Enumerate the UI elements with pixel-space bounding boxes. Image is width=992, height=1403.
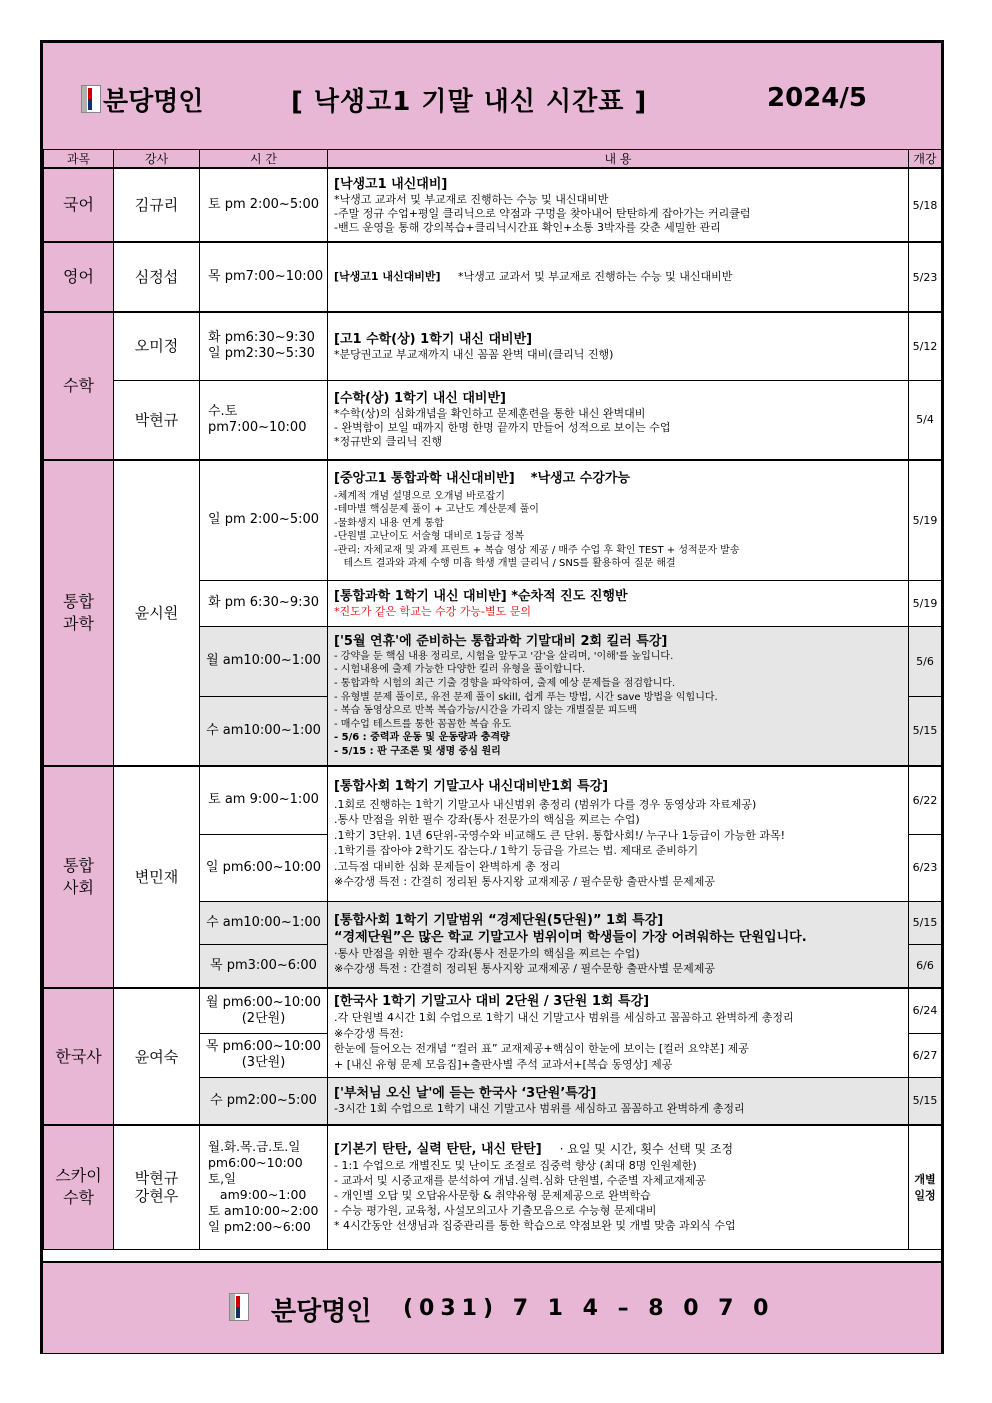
- time-cell: [200, 1033, 328, 1077]
- col-time: 시 간: [200, 150, 328, 169]
- timetable: [43, 149, 942, 1250]
- content-line: -단원별 고난이도 서술형 대비로 1등급 정복: [334, 531, 525, 543]
- content-cell: [328, 626, 909, 766]
- content-line: *진도가 같은 학교는 수강 가능-별도 문의: [334, 604, 531, 618]
- bundang-myeongin-logo-icon: [81, 85, 101, 113]
- page-title: [ 낙생고1 기말 내신 시간표 ]: [291, 87, 648, 117]
- time-cell: 일 pm6:00~10:00: [200, 834, 328, 901]
- time-line: (3단원): [241, 1055, 286, 1070]
- subject-cell: 통합 과학: [44, 460, 114, 766]
- content-line: - 강약을 둔 핵심 내용 정리로, 시험을 앞두고 '감'을 살리며, '이해'를 높입니다.: [334, 650, 674, 662]
- subject-cell: 한국사: [44, 988, 114, 1125]
- time-line: 월 pm6:00~10:00: [205, 994, 322, 1010]
- time-cell: 토 am 9:00~1:00: [200, 766, 328, 834]
- course-title-line: [334, 1141, 902, 1158]
- table-header-row: [44, 150, 942, 169]
- content-line: *정규반외 클리닉 진행: [334, 435, 443, 449]
- content-line: - 매수업 테스트를 통한 꼼꼼한 복습 유도: [334, 718, 512, 730]
- content-line: - 개인별 오답 및 오답유사문항 & 취약유형 문제제공으로 완벽학습: [334, 1189, 651, 1203]
- time-cell: 월 am10:00~1:00: [200, 626, 328, 696]
- subject-cell: 영어: [44, 242, 114, 312]
- open-date: 6/23: [909, 834, 942, 901]
- course-title: [낙생고1 내신대비반]: [334, 270, 441, 283]
- content-line: -체계적 개념 설명으로 오개념 바로잡기: [334, 490, 505, 502]
- content-line: .각 단원별 4시간 1회 수업으로 1학기 내신 기말고사 범위를 세심하고 꼼꼼하고 완벽하게 총정리: [334, 1011, 794, 1025]
- time-line: 토 am10:00~2:00: [208, 1203, 319, 1219]
- time-cell: 토 pm 2:00~5:00: [200, 168, 328, 242]
- time-line: pm6:00~10:00: [208, 1155, 303, 1171]
- course-title-line: [334, 588, 902, 605]
- open-date: 5/23: [909, 242, 942, 312]
- course-title-line: [334, 470, 902, 487]
- time-line: 일 pm2:30~5:30: [208, 346, 315, 362]
- open-date: 5/4: [909, 380, 942, 460]
- content-line: * 4시간동안 선생님과 집중관리를 통한 학습으로 약점보완 및 개별 맞춤 과외식 수업: [334, 1219, 736, 1233]
- teacher-cell: 변민재: [114, 766, 200, 988]
- time-line: 수.토: [208, 403, 238, 419]
- table-row: [44, 312, 942, 380]
- content-line: - 1:1 수업으로 개별진도 및 난이도 조절로 집중력 향상 (최대 8명 인원제한): [334, 1159, 697, 1173]
- footer-phone: (031) 7 1 4 – 8 0 7 0: [403, 1296, 775, 1321]
- time-cell: 목 pm7:00~10:00: [200, 242, 328, 312]
- time-line: (2단원): [241, 1010, 286, 1026]
- time-line: pm7:00~10:00: [208, 419, 307, 435]
- time-cell: [200, 380, 328, 460]
- teacher-cell: 박현규 강현우: [114, 1125, 200, 1249]
- content-line: .통사 만점을 위한 필수 강좌(통사 전문가의 핵심을 찌르는 수업): [334, 813, 640, 827]
- course-note: *낙생고 수강가능: [530, 470, 630, 486]
- content-line: ※수강생 특전 : 간결히 정리된 통사지왕 교재제공 / 필수문항 출판사별 문제제공: [334, 962, 715, 976]
- course-title: [낙생고1 내신대비]: [334, 176, 448, 192]
- page-date: 2024/5: [767, 83, 867, 113]
- time-cell: 목 pm3:00~6:00: [200, 944, 328, 988]
- course-title: [고1 수학(상) 1학기 내신 대비반]: [334, 331, 533, 347]
- page-header: [43, 43, 941, 151]
- open-date: 5/12: [909, 312, 942, 380]
- content-line: - 시험내용에 출제 가능한 다양한 킬러 유형을 풀이합니다.: [334, 664, 586, 676]
- table-row: [44, 1125, 942, 1249]
- open-date: 5/15: [909, 696, 942, 766]
- time-line: 화 pm6:30~9:30: [208, 330, 315, 346]
- content-cell: [328, 901, 909, 988]
- content-line: *낙생고 교과서 및 부교재로 진행하는 수능 및 내신대비반: [458, 270, 733, 283]
- content-cell: [328, 580, 909, 626]
- col-teacher: 강사: [114, 150, 200, 169]
- content-line: - 통합과학 시험의 최근 기출 경향을 파악하여, 출제 예상 문제들을 점검합니다.: [334, 678, 676, 690]
- content-line: -테마별 핵심문제 풀이 + 고난도 계산문제 풀이: [334, 504, 539, 516]
- course-title: [기본기 탄탄, 실력 탄탄, 내신 탄탄]: [334, 1142, 542, 1158]
- teacher-cell: 심정섭: [114, 242, 200, 312]
- content-line: - 완벽함이 보일 때까지 한명 한명 끝까지 만들어 성적으로 보이는 수업: [334, 421, 671, 435]
- open-date: 6/6: [909, 944, 942, 988]
- content-line: - 유형별 문제 풀이로, 유전 문제 풀이 skill, 쉽게 푸는 방법, 시간 save 방법을 익힙니다.: [334, 691, 718, 703]
- content-cell: [328, 242, 909, 312]
- time-cell: 수 pm2:00~5:00: [200, 1077, 328, 1125]
- content-line: ※수강생 특전 : 간결히 정리된 통사지왕 교재제공 / 필수문항 출판사별 문제제공: [334, 875, 715, 889]
- content-line: - 5/15 : 판 구조론 및 생명 중심 원리: [334, 746, 501, 758]
- table-row: [44, 460, 942, 580]
- time-cell: 수 am10:00~1:00: [200, 696, 328, 766]
- course-title: [통합사회 1학기 기말고사 내신대비반1회 특강]: [334, 778, 609, 794]
- content-line: + [내신 유형 문제 모음집]+출판사별 주석 교과서+[복습 동영상] 제공: [334, 1057, 673, 1071]
- open-date: 6/22: [909, 766, 942, 834]
- content-line: 테스트 결과와 과제 수행 미흡 학생 개별 클리닉 / SNS를 활용하여 질문 해결: [334, 558, 676, 570]
- subject-cell: 통합 사회: [44, 766, 114, 988]
- teacher-cell: 박현규: [114, 380, 200, 460]
- content-cell: [328, 460, 909, 580]
- teacher-cell: 김규리: [114, 168, 200, 242]
- subject-cell: 스카이 수학: [44, 1125, 114, 1249]
- footer-logo: [229, 1293, 249, 1321]
- content-cell: [328, 766, 909, 901]
- page-footer: [43, 1261, 941, 1353]
- content-highlight: “경제단원”은 많은 학교 기말고사 범위이며 학생들이 가장 어려워하는 단원입니다.: [334, 930, 807, 946]
- col-subject: 과목: [44, 150, 114, 169]
- content-line: -밴드 운영을 통해 강의복습+클리닉시간표 확인+소통 3박자를 갖춘 세밀한 관리: [334, 220, 721, 234]
- open-date: 5/19: [909, 580, 942, 626]
- course-title: [통합과학 1학기 내신 대비반]: [334, 588, 507, 604]
- header-logo: [81, 85, 101, 113]
- time-line: 일 pm2:00~6:00: [208, 1219, 311, 1235]
- course-title: [수학(상) 1학기 내신 대비반]: [334, 391, 506, 407]
- course-title: ['부처님 오신 날'에 듣는 한국사 ‘3단원’특강]: [334, 1086, 597, 1102]
- content-line: ·통사 만점을 위한 필수 강좌(통사 전문가의 핵심을 찌르는 수업): [334, 947, 640, 961]
- content-line: ※수강생 특전:: [334, 1026, 404, 1040]
- content-line: *낙생고 교과서 및 부교재로 진행하는 수능 및 내신대비반: [334, 192, 609, 206]
- timetable-frame: [40, 40, 944, 1354]
- content-line: 한눈에 들어오는 전개념 “컬러 표” 교재제공+핵심이 한눈에 보이는 [컬러 요약본] 제공: [334, 1042, 749, 1056]
- brand-name: 분당명인: [103, 87, 204, 117]
- content-line: -물화생지 내용 연계 통합: [334, 517, 444, 529]
- open-date: 6/27: [909, 1033, 942, 1077]
- content-cell: [328, 988, 909, 1077]
- teacher-cell: 윤시원: [114, 460, 200, 766]
- course-title: [중앙고1 통합과학 내신대비반]: [334, 470, 515, 486]
- open-date: 5/19: [909, 460, 942, 580]
- course-note: · 요일 및 시간, 횟수 선택 및 조정: [559, 1142, 734, 1157]
- table-row: [44, 766, 942, 834]
- table-row: [44, 242, 942, 312]
- footer-brand: 분당명인: [271, 1297, 372, 1327]
- table-row: [44, 988, 942, 1033]
- time-line: 월.화.목.금.토.일: [208, 1139, 301, 1155]
- content-line: -주말 정규 수업+평일 클리닉으로 약점과 구멍을 찾아내어 탄탄하게 잡아가는 커리큘럼: [334, 206, 751, 220]
- content-cell: [328, 1077, 909, 1125]
- content-line: - 교과서 및 시중교재를 분석하여 개념.실력.심화 단원별, 수준별 자체교재제공: [334, 1174, 706, 1188]
- content-line: .고득점 대비한 심화 문제들이 완벽하게 총 정리: [334, 859, 561, 873]
- time-line: 목 pm6:00~10:00: [205, 1039, 322, 1054]
- table-row: [44, 168, 942, 242]
- course-title: ['5월 연휴'에 준비하는 통합과학 기말대비 2회 킬러 특강]: [334, 633, 668, 649]
- subject-cell: 국어: [44, 168, 114, 242]
- subject-cell: 수학: [44, 312, 114, 460]
- content-line: -관리: 자체교재 및 과제 프린트 + 복습 영상 제공 / 매주 수업 후 확인 TEST + 성적문자 발송: [334, 544, 740, 556]
- teacher-cell: 오미정: [114, 312, 200, 380]
- time-cell: 화 pm 6:30~9:30: [200, 580, 328, 626]
- content-cell: [328, 168, 909, 242]
- teacher-cell: 윤여숙: [114, 988, 200, 1125]
- course-title: [통합사회 1학기 기말범위 “경제단원(5단원)” 1회 특강]: [334, 913, 664, 929]
- bundang-myeongin-logo-icon: [229, 1293, 249, 1321]
- open-date: 개별 일정: [909, 1125, 942, 1249]
- col-content: 내 용: [328, 150, 909, 169]
- time-cell: [200, 988, 328, 1033]
- open-date: 5/18: [909, 168, 942, 242]
- content-line: - 복습 동영상으로 반복 복습가능/시간을 가리지 않는 개별질문 피드백: [334, 705, 637, 717]
- time-line: am9:00~1:00: [208, 1187, 307, 1203]
- open-date: 5/15: [909, 901, 942, 944]
- open-date: 6/24: [909, 988, 942, 1033]
- time-cell: [200, 1125, 328, 1249]
- content-line: - 수능 평가원, 교육청, 사설모의고사 기출모음으로 수능형 문제대비: [334, 1204, 657, 1218]
- open-date: 5/15: [909, 1077, 942, 1125]
- open-date: 5/6: [909, 626, 942, 696]
- content-line: *분당권고교 부교재까지 내신 꼼꼼 완벽 대비(클리닉 진행): [334, 347, 614, 361]
- content-line: .1회로 진행하는 1학기 기말고사 내신범위 총정리 (범위가 다를 경우 동영상과 자료제공): [334, 797, 757, 811]
- content-line: *수학(상)의 심화개념을 확인하고 문제훈련을 통한 내신 완벽대비: [334, 407, 646, 421]
- content-cell: [328, 380, 909, 460]
- course-note: *순차적 진도 진행반: [511, 588, 628, 604]
- content-line: .1학기 3단위. 1년 6단위-국영수와 비교해도 큰 단위. 통합사회!/ 누구나 1등급이 가능한 과목!: [334, 828, 786, 842]
- table-row: [44, 380, 942, 460]
- time-line: 토,일: [208, 1171, 237, 1187]
- content-cell: [328, 312, 909, 380]
- time-cell: 수 am10:00~1:00: [200, 901, 328, 944]
- content-line: -3시간 1회 수업으로 1학기 내신 기말고사 범위를 세심하고 꼼꼼하고 완벽하게 총정리: [334, 1102, 745, 1116]
- content-line: - 5/6 : 중력과 운동 및 운동량과 충격량: [334, 732, 510, 744]
- col-open: 개강: [909, 150, 942, 169]
- content-cell: [328, 1125, 909, 1249]
- time-cell: 일 pm 2:00~5:00: [200, 460, 328, 580]
- course-title: [한국사 1학기 기말고사 대비 2단원 / 3단원 1회 특강]: [334, 994, 650, 1010]
- content-line: .1학기를 잡아야 2학기도 잡는다./ 1학기 등급을 가르는 법. 제대로 준비하기: [334, 844, 699, 858]
- time-cell: [200, 312, 328, 380]
